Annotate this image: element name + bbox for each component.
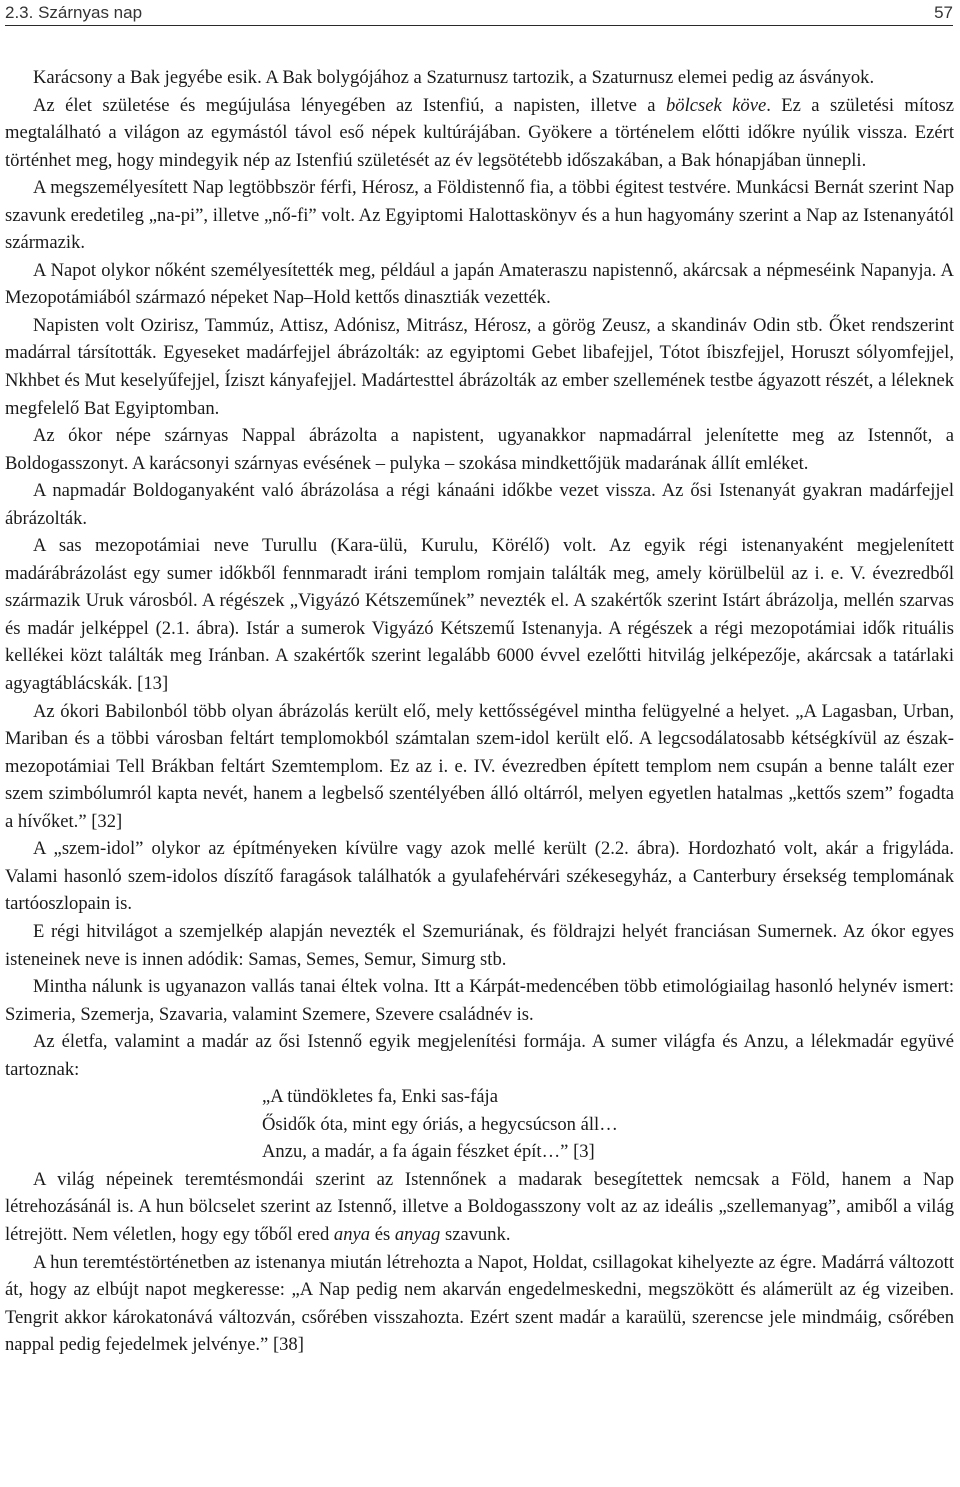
verse-line: Ősidők óta, mint egy óriás, a hegycsúcson áll… <box>262 1113 618 1135</box>
paragraph: Az ókor népe szárnyas Nappal ábrázolta a napistent, ugyanakkor napmadárral jelenítette meg az Istennőt, a Boldogasszonyt. A karácsonyi szárnyas evésének – pulyka – szokása mindkettőjük madarának állít emléket. <box>5 425 954 474</box>
paragraph: Napisten volt Ozirisz, Tammúz, Attisz, Adónisz, Mitrász, Hérosz, a görög Zeusz, a skandináv Odin stb. Őket rendszerint madárral társították. Egyeseket madárfejjel ábrázolták: az egyiptomi Gebet libafejjel, Tótot íbiszfejjel, Horuszt sólyomfejjel, Nkhbet és Mut keselyűfejjel, Íziszt kányafejjel. Madártesttel ábrázolták az ember szellemének testbe ágyazott részét, a léleknek megfelelő Bat Egyiptomban. <box>5 314 954 419</box>
paragraph: Az élet születése és megújulása lényegében az Istenfiú, a napisten, illetve a bölcsek köve. Ez a születési mítosz megtalálható a világon az egymástól távol eső népek kultúrájában. Gyökere a történelem előtti időkre nyúlik vissza. Ezért történhet meg, hogy mindegyik nép az Istenfiú születését az év legsötétebb időszakában, a Bak hónapjában ünnepli. <box>5 94 954 171</box>
page-number: 57 <box>934 3 953 22</box>
verse-line: „A tündökletes fa, Enki sas-fája <box>262 1086 498 1108</box>
paragraph: A napmadár Boldoganyaként való ábrázolása a régi kánaáni időkbe vezet vissza. Az ősi Istenanyát gyakran madárfejjel ábrázolták. <box>5 480 954 529</box>
paragraph: A hun teremtéstörténetben az istenanya miután létrehozta a Napot, Holdat, csillagokat kihelyezte az égre. Madárrá változott át, hogy az elbújt napot megkeresse: „A Nap pedig nem akarván engedelmeskedni, megszökött és alámerült az ég vizeiben. Tengrit akkor károkatonává változván, csőrében visszahozta. Ezért szent madár a karaülü, szerencse jele mindmáig, csőrében nappal pedig fejedelmek jelvénye.” [38] <box>5 1251 954 1356</box>
running-head <box>5 0 953 26</box>
paragraph: A „szem-idol” olykor az építményeken kívülre vagy azok mellé került (2.2. ábra). Hordozható volt, akár a frigyláda. Valami hasonló szem-idolos díszítő faragások találhatók a gyulafehérvári székesegyház, a Canterbury érsekség templomának tartóoszlopain is. <box>5 838 954 915</box>
paragraph: Az életfa, valamint a madár az ősi Istennő egyik megjelenítési formája. A sumer világfa és Anzu, a lélekmadár együvé tartoznak: <box>5 1031 954 1080</box>
verse-quote <box>5 1083 954 1166</box>
paragraph: Mintha nálunk is ugyanazon vallás tanai éltek volna. Itt a Kárpát-medencében több etimológiailag hasonló helynév ismert: Szimeria, Szemerja, Szavaria, valamint Szemere, Szevere családnév is. <box>5 976 954 1025</box>
paragraph: Az ókori Babilonból több olyan ábrázolás került elő, mely kettősségével mintha felügyelné a helyet. „A Lagasban, Urban, Mariban és a többi városban feltárt templomokból számtalan szem-idol került elő. A legcsodálatosabb kétségkívül az észak-mezopotámiai Tell Brákban feltárt Szemtemplom. Ez az i. e. IV. évezredben épített templom nem csupán a benne talált ezer szem szimbólumról kapta nevét, hanem a legbelső szentélyében álló oltárról, melyen egyetlen hatalmas „kettős szem” fogadta a hívőket.” [32] <box>5 700 954 832</box>
paragraph: A világ népeinek teremtésmondái szerint az Istennőnek a madarak besegítettek nemcsak a Föld, hanem a Nap létrehozásánál is. A hun bölcselet szerint az Istennő, illetve a Boldogasszony volt az az ideális „szellemanyag”, amiből a világ létrejött. Nem véletlen, hogy egy tőből ered anya és anyag szavunk. <box>5 1168 954 1245</box>
paragraph: A megszemélyesített Nap legtöbbször férfi, Hérosz, a Földistennő fia, a többi égitest testvére. Munkácsi Bernát szerint Nap szavunk eredetileg „na-pi”, illetve „nő-fi” volt. Az Egyiptomi Halottaskönyv és a hun hagyomány szerint a Nap az Istenanyától származik. <box>5 177 954 254</box>
paragraph: Karácsony a Bak jegyébe esik. A Bak bolygójához a Szaturnusz tartozik, a Szaturnusz elemei pedig az ásványok. <box>33 67 875 88</box>
paragraph: A Napot olykor nőként személyesítették meg, például a japán Amateraszu napistennő, akárcsak a népmeséink Napanyja. A Mezopotámiából származó népeket Nap–Hold kettős dinasztiák vezették. <box>5 259 954 309</box>
paragraph: E régi hitvilágot a szemjelkép alapján nevezték el Szemuriának, és földrajzi helyét franciásan Sumernek. Az ókor egyes isteneinek neve is innen adódik: Samas, Semes, Semur, Simurg stb. <box>5 920 954 970</box>
section-title: 2.3. Szárnyas nap <box>5 3 143 22</box>
verse-line: Anzu, a madár, a fa ágain fészket épít…” [3] <box>262 1141 595 1163</box>
paragraph: A sas mezopotámiai neve Turullu (Kara-ülü, Kurulu, Körélő) volt. Az egyik régi istenanyaként megjelenített madárábrázolást egy sumer időkből fennmaradt iráni templom romjain találták meg, amely körülbelül az i. e. V. évezredből származik Uruk városból. A régészek „Vigyázó Kétszeműnek” nevezték el. A szakértők szerint Istárt ábrázolja, mellén szarvas és madár jelképpel (2.1. ábra). Istár a sumerok Vigyázó Kétszemű Istenanyja. A régészek a régi mezopotámiai idők rituális kellékei közt találták meg Iránban. A szakértők szerint legalább 6000 évvel ezelőtti hitvilág jelképezője, akárcsak a tatárlaki agyagtáblácskák. [13] <box>5 535 954 695</box>
body-text <box>5 64 954 1359</box>
